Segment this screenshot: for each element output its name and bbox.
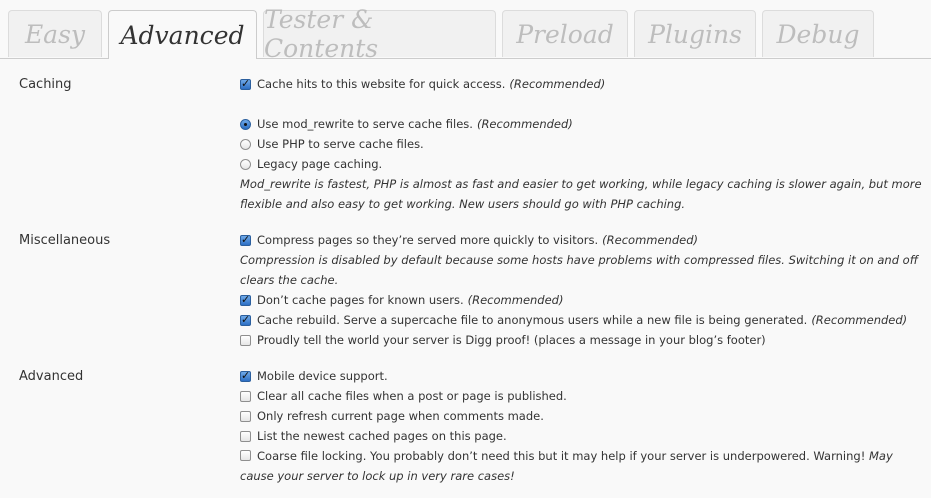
recommended-tag: (Recommended) [811,313,908,327]
legacy-text: Legacy page caching. [257,157,383,171]
clear-all-checkbox[interactable] [240,391,251,402]
recommended-tag: (Recommended) [509,77,606,91]
php-option[interactable] [240,137,424,151]
refresh-current-text: Only refresh current page when comments made. [257,409,544,423]
refresh-current-checkbox[interactable] [240,411,251,422]
recommended-tag: (Recommended) [467,293,564,307]
cache-rebuild-option[interactable] [240,313,907,327]
compress-checkbox[interactable] [240,235,251,246]
cache-rebuild-text: Cache rebuild. Serve a supercache file to anonymous users while a new file is being generated. [257,313,808,327]
list-newest-checkbox[interactable] [240,431,251,442]
mobile-text: Mobile device support. [257,369,388,383]
clear-all-option[interactable] [240,389,567,403]
compression-note: Compression is disabled by default because some hosts have problems with compressed files. Switching it on and off clears the cache. [240,253,919,287]
miscellaneous-label: Miscellaneous [19,233,111,248]
digg-proof-option[interactable] [240,333,766,347]
recommended-tag: (Recommended) [476,117,573,131]
tab-tester-contents[interactable]: Tester & Contents [263,10,496,57]
mobile-option[interactable] [240,369,388,383]
tab-preload[interactable]: Preload [502,10,628,57]
php-radio[interactable] [240,139,251,150]
clear-all-text: Clear all cache files when a post or page is published. [257,389,567,403]
compress-text: Compress pages so they’re served more quickly to visitors. [257,233,599,247]
mobile-checkbox[interactable] [240,371,251,382]
cache-hits-checkbox[interactable] [240,79,251,90]
tab-debug[interactable]: Debug [762,10,874,57]
coarse-locking-text: Coarse file locking. You probably don’t need this but it may help if your server is underpowered. Warning! [257,449,866,463]
compress-option[interactable] [240,233,698,247]
known-users-text: Don’t cache pages for known users. [257,293,464,307]
cache-hits-option[interactable] [240,77,605,91]
cache-hits-text: Cache hits to this website for quick access. [257,77,506,91]
cache-rebuild-checkbox[interactable] [240,315,251,326]
caching-note: Mod_rewrite is fastest, PHP is almost as fast and easier to get working, while legacy caching is slower again, but more flexible and also easy to get working. New users should go with PHP caching. [240,177,922,211]
recommended-tag: (Recommended) [602,233,698,247]
coarse-locking-warning: May cause your server to lock up in very rare cases! [240,449,893,483]
known-users-option[interactable] [240,293,563,307]
mod-rewrite-text: Use mod_rewrite to serve cache files. [257,117,473,131]
known-users-checkbox[interactable] [240,295,251,306]
tab-easy[interactable]: Easy [8,10,102,57]
mod-rewrite-option[interactable] [240,117,573,131]
php-text: Use PHP to serve cache files. [257,137,424,151]
list-newest-option[interactable] [240,429,507,443]
tab-plugins[interactable]: Plugins [634,10,756,57]
list-newest-text: List the newest cached pages on this page. [257,429,507,443]
coarse-locking-checkbox[interactable] [240,450,251,461]
tab-advanced[interactable]: Advanced [108,10,257,59]
caching-label: Caching [19,77,72,92]
legacy-option[interactable] [240,157,382,171]
advanced-label: Advanced [19,369,84,384]
tab-bar [0,0,931,63]
mod-rewrite-radio[interactable] [240,119,251,130]
legacy-radio[interactable] [240,159,251,170]
digg-proof-checkbox[interactable] [240,335,251,346]
coarse-locking-option[interactable] [240,446,925,486]
refresh-current-option[interactable] [240,409,544,423]
digg-proof-text: Proudly tell the world your server is Digg proof! (places a message in your blog’s footer) [257,333,766,347]
